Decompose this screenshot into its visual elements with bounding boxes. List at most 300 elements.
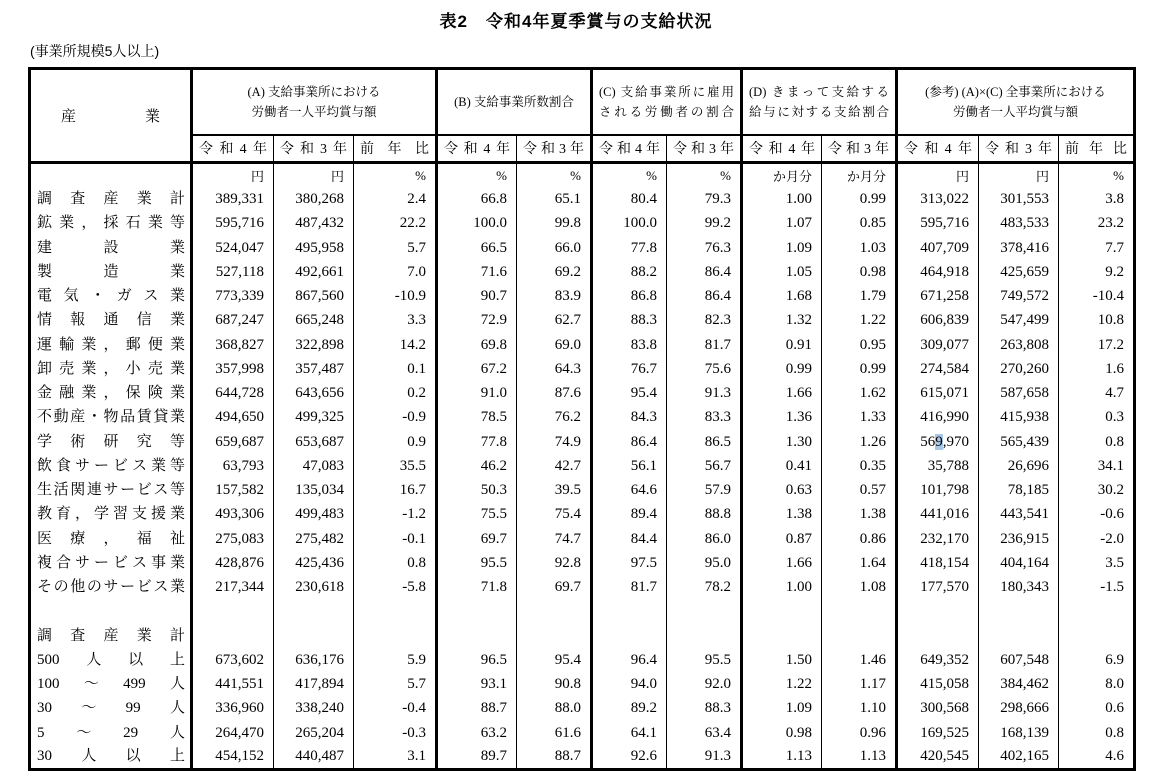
value-cell: 1.09 (742, 697, 822, 721)
value-cell: 78.2 (667, 576, 742, 600)
value-cell: 64.1 (592, 721, 667, 745)
value-cell: 492,661 (274, 260, 354, 284)
value-cell (592, 624, 667, 648)
col-header-cell: 令和4年 (742, 135, 822, 163)
value-cell: 75.6 (667, 357, 742, 381)
industry-cell: 調査産業計 (37, 191, 185, 208)
industry-cell: 医療，福祉 (37, 530, 185, 547)
value-cell (192, 600, 274, 624)
value-cell: 425,659 (979, 260, 1059, 284)
table-subtitle: (事業所規模5人以上) (30, 43, 160, 59)
value-cell: 636,176 (274, 648, 354, 672)
value-cell: 95.4 (517, 648, 592, 672)
table-row (30, 721, 1135, 745)
value-cell: 1.08 (822, 576, 897, 600)
value-cell: -0.3 (354, 721, 437, 745)
value-cell: 7.7 (1059, 236, 1135, 260)
value-cell: 66.5 (437, 236, 517, 260)
value-cell: 42.7 (517, 454, 592, 478)
value-cell: 615,071 (897, 382, 979, 406)
value-cell: 69.8 (437, 333, 517, 357)
value-cell: 63,793 (192, 454, 274, 478)
col-header-cell: 令和3年 (274, 135, 354, 163)
value-cell: 50.3 (437, 479, 517, 503)
value-cell: 420,545 (897, 745, 979, 769)
value-cell (592, 600, 667, 624)
value-cell: 0.41 (742, 454, 822, 478)
value-cell: 100.0 (437, 212, 517, 236)
unit-spacer-cell (30, 163, 192, 188)
value-cell: 643,656 (274, 382, 354, 406)
value-cell: 86.4 (592, 430, 667, 454)
value-cell: -10.9 (354, 285, 437, 309)
value-cell: 86.8 (592, 285, 667, 309)
value-cell: 88.0 (517, 697, 592, 721)
value-cell: 77.8 (592, 236, 667, 260)
value-cell: 380,268 (274, 188, 354, 212)
value-cell: 5.7 (354, 236, 437, 260)
value-cell: 77.8 (437, 430, 517, 454)
value-cell: 35,788 (897, 454, 979, 478)
value-cell: 404,164 (979, 551, 1059, 575)
value-cell (822, 600, 897, 624)
value-cell: 56.7 (667, 454, 742, 478)
value-cell: 1.30 (742, 430, 822, 454)
value-cell: 83.9 (517, 285, 592, 309)
value-cell: 74.7 (517, 527, 592, 551)
value-cell: 83.8 (592, 333, 667, 357)
industry-cell (30, 600, 192, 624)
value-cell: 91.3 (667, 382, 742, 406)
value-cell: 81.7 (667, 333, 742, 357)
value-cell: 1.64 (822, 551, 897, 575)
value-cell: 57.9 (667, 479, 742, 503)
value-cell: 265,204 (274, 721, 354, 745)
value-cell: 88.3 (667, 697, 742, 721)
value-cell: 595,716 (897, 212, 979, 236)
group-header-A (192, 69, 437, 135)
value-cell: 569,970 (897, 430, 979, 454)
group-header-line: 給与に対する支給割合 (749, 104, 889, 119)
unit-cell: % (354, 163, 437, 188)
value-cell: 95.4 (592, 382, 667, 406)
industry-cell: その他のサービス業 (37, 579, 185, 596)
value-cell: 1.79 (822, 285, 897, 309)
col-header-cell: 令和3年 (979, 135, 1059, 163)
value-cell: 9.2 (1059, 260, 1135, 284)
value-cell: 61.6 (517, 721, 592, 745)
value-cell: 30.2 (1059, 479, 1135, 503)
value-cell (274, 600, 354, 624)
value-cell: 95.5 (437, 551, 517, 575)
value-cell: 0.98 (742, 721, 822, 745)
value-cell (897, 624, 979, 648)
table-row (30, 745, 1135, 769)
value-cell: 10.8 (1059, 309, 1135, 333)
value-cell: 71.8 (437, 576, 517, 600)
value-cell (1059, 624, 1135, 648)
value-cell: 1.05 (742, 260, 822, 284)
value-cell: 14.2 (354, 333, 437, 357)
value-cell: 84.3 (592, 406, 667, 430)
value-cell: -5.8 (354, 576, 437, 600)
value-cell: 336,960 (192, 697, 274, 721)
value-cell: 56.1 (592, 454, 667, 478)
value-cell: 64.6 (592, 479, 667, 503)
industry-cell: 建設業 (37, 239, 185, 256)
value-cell: 0.96 (822, 721, 897, 745)
value-cell: 441,551 (192, 673, 274, 697)
value-cell: 671,258 (897, 285, 979, 309)
value-cell (742, 624, 822, 648)
value-cell: 499,483 (274, 503, 354, 527)
value-cell: 100.0 (592, 212, 667, 236)
value-cell (667, 624, 742, 648)
value-cell: 357,487 (274, 357, 354, 381)
value-cell: 66.8 (437, 188, 517, 212)
value-cell: 0.2 (354, 382, 437, 406)
value-cell: 606,839 (897, 309, 979, 333)
value-cell (437, 600, 517, 624)
value-cell: 275,083 (192, 527, 274, 551)
unit-cell: % (517, 163, 592, 188)
industry-cell: 30～99人 (37, 700, 185, 717)
value-cell: 418,154 (897, 551, 979, 575)
value-cell: 653,687 (274, 430, 354, 454)
value-cell: 69.7 (517, 576, 592, 600)
value-cell: 1.09 (742, 236, 822, 260)
col-header-cell: 令和4年 (437, 135, 517, 163)
value-cell (979, 600, 1059, 624)
value-cell: 87.6 (517, 382, 592, 406)
value-cell: 1.38 (822, 503, 897, 527)
value-cell: 270,260 (979, 357, 1059, 381)
value-cell: 71.6 (437, 260, 517, 284)
industry-cell: 情報通信業 (37, 312, 185, 329)
col-header-cell: 令和3年 (822, 135, 897, 163)
value-cell: 63.2 (437, 721, 517, 745)
table-row (30, 188, 1135, 212)
value-cell: 443,541 (979, 503, 1059, 527)
table-row (30, 600, 1135, 624)
value-cell (667, 600, 742, 624)
value-cell: 76.7 (592, 357, 667, 381)
value-cell: 63.4 (667, 721, 742, 745)
value-cell: 773,339 (192, 285, 274, 309)
bonus-table (28, 67, 1136, 771)
value-cell: 92.8 (517, 551, 592, 575)
value-cell: 169,525 (897, 721, 979, 745)
value-cell: 749,572 (979, 285, 1059, 309)
value-cell: 76.3 (667, 236, 742, 260)
value-cell: 39.5 (517, 479, 592, 503)
value-cell: 79.3 (667, 188, 742, 212)
value-cell: 1.62 (822, 382, 897, 406)
value-cell: 3.5 (1059, 551, 1135, 575)
value-cell (517, 624, 592, 648)
value-cell: 665,248 (274, 309, 354, 333)
value-cell: 527,118 (192, 260, 274, 284)
value-cell: 0.3 (1059, 406, 1135, 430)
value-cell: 1.13 (822, 745, 897, 769)
value-cell: 5.9 (354, 648, 437, 672)
table-row (30, 503, 1135, 527)
value-cell: 384,462 (979, 673, 1059, 697)
industry-cell: 教育，学習支援業 (37, 506, 185, 523)
industry-cell: 100～499人 (37, 676, 185, 693)
col-header-cell: 令和3年 (517, 135, 592, 163)
value-cell: 78.5 (437, 406, 517, 430)
unit-cell: か月分 (822, 163, 897, 188)
value-cell (354, 624, 437, 648)
group-header-line: 労働者一人平均賞与額 (952, 104, 1078, 119)
value-cell: -0.1 (354, 527, 437, 551)
value-cell: 524,047 (192, 236, 274, 260)
value-cell: 547,499 (979, 309, 1059, 333)
group-header-ref (897, 69, 1135, 135)
industry-cell: 不動産・物品賃貸業 (37, 409, 185, 426)
value-cell: 1.66 (742, 382, 822, 406)
value-cell: 0.63 (742, 479, 822, 503)
value-cell: 91.0 (437, 382, 517, 406)
value-cell: 2.4 (354, 188, 437, 212)
value-cell: 1.36 (742, 406, 822, 430)
value-cell: 101,798 (897, 479, 979, 503)
table-row (30, 648, 1135, 672)
value-cell: 687,247 (192, 309, 274, 333)
col-header-cell: 令和4年 (897, 135, 979, 163)
group-header-line: 労働者一人平均賞与額 (251, 104, 377, 119)
value-cell: 90.7 (437, 285, 517, 309)
table-row (30, 260, 1135, 284)
value-cell: 440,487 (274, 745, 354, 769)
group-header-line: される労働者の割合 (599, 104, 734, 119)
value-cell: 454,152 (192, 745, 274, 769)
industry-cell: 学術研究等 (37, 433, 185, 450)
value-cell: 441,016 (897, 503, 979, 527)
value-cell: 217,344 (192, 576, 274, 600)
value-cell: 88.7 (437, 697, 517, 721)
value-cell: 338,240 (274, 697, 354, 721)
value-cell: 415,058 (897, 673, 979, 697)
value-cell: 0.6 (1059, 697, 1135, 721)
value-cell: 3.1 (354, 745, 437, 769)
group-header-line: (B) 支給事業所数割合 (454, 94, 574, 109)
industry-cell: 卸売業，小売業 (37, 360, 185, 377)
table-row (30, 430, 1135, 454)
table-body (30, 163, 1135, 770)
value-cell: 96.5 (437, 648, 517, 672)
industry-cell: 製造業 (37, 263, 185, 280)
value-cell: 1.66 (742, 551, 822, 575)
group-header-line: (C) 支給事業所に雇用 (599, 84, 734, 99)
value-cell: 301,553 (979, 188, 1059, 212)
value-cell: 313,022 (897, 188, 979, 212)
industry-cell: 生活関連サービス等 (37, 482, 185, 499)
table-row (30, 212, 1135, 236)
industry-cell: 電気・ガス業 (37, 288, 185, 305)
value-cell: 76.2 (517, 406, 592, 430)
value-cell: 1.33 (822, 406, 897, 430)
value-cell: 0.86 (822, 527, 897, 551)
value-cell: 64.3 (517, 357, 592, 381)
value-cell: 494,650 (192, 406, 274, 430)
value-cell (897, 600, 979, 624)
unit-cell: 円 (979, 163, 1059, 188)
col-header-cell: 前年比 (354, 135, 437, 163)
value-cell: -10.4 (1059, 285, 1135, 309)
industry-cell: 運輸業，郵便業 (37, 336, 185, 353)
value-cell: 86.4 (667, 285, 742, 309)
col-header-cell: 令和3年 (667, 135, 742, 163)
value-cell: 0.9 (354, 430, 437, 454)
value-cell: 89.2 (592, 697, 667, 721)
value-cell: 4.7 (1059, 382, 1135, 406)
value-cell: 16.7 (354, 479, 437, 503)
value-cell: 867,560 (274, 285, 354, 309)
value-cell: 5.7 (354, 673, 437, 697)
value-cell: 35.5 (354, 454, 437, 478)
col-header-cell: 令和4年 (592, 135, 667, 163)
value-cell: 99.8 (517, 212, 592, 236)
value-cell: 72.9 (437, 309, 517, 333)
value-cell: 34.1 (1059, 454, 1135, 478)
table-row (30, 357, 1135, 381)
table-row (30, 285, 1135, 309)
value-cell: 415,938 (979, 406, 1059, 430)
industry-cell: 500人以上 (37, 651, 185, 668)
value-cell: 1.10 (822, 697, 897, 721)
value-cell: -1.2 (354, 503, 437, 527)
value-cell: 483,533 (979, 212, 1059, 236)
value-cell: 389,331 (192, 188, 274, 212)
value-cell: 649,352 (897, 648, 979, 672)
value-cell: 180,343 (979, 576, 1059, 600)
value-cell: 1.38 (742, 503, 822, 527)
value-cell: 75.5 (437, 503, 517, 527)
value-cell: 275,482 (274, 527, 354, 551)
value-cell: 69.2 (517, 260, 592, 284)
selection-highlight: 9 (935, 433, 943, 450)
value-cell: 1.6 (1059, 357, 1135, 381)
industry-header-cell: 産業 (61, 109, 160, 125)
value-cell: 88.2 (592, 260, 667, 284)
value-cell: 1.17 (822, 673, 897, 697)
value-cell: -0.9 (354, 406, 437, 430)
group-header-line: (D) きまって支給する (749, 84, 889, 99)
industry-cell: 金融業，保険業 (37, 385, 185, 402)
unit-cell: % (437, 163, 517, 188)
value-cell: 407,709 (897, 236, 979, 260)
value-cell: 75.4 (517, 503, 592, 527)
industry-cell: 複合サービス事業 (37, 554, 185, 571)
value-cell: 89.7 (437, 745, 517, 769)
value-cell: 4.6 (1059, 745, 1135, 769)
value-cell: 80.4 (592, 188, 667, 212)
value-cell: 565,439 (979, 430, 1059, 454)
value-cell: 607,548 (979, 648, 1059, 672)
value-cell: 96.4 (592, 648, 667, 672)
value-cell: 1.00 (742, 188, 822, 212)
value-cell: 7.0 (354, 260, 437, 284)
table-row (30, 527, 1135, 551)
value-cell: 0.57 (822, 479, 897, 503)
value-cell: 357,998 (192, 357, 274, 381)
unit-cell: 円 (897, 163, 979, 188)
unit-cell: % (667, 163, 742, 188)
table-row (30, 454, 1135, 478)
table-row (30, 333, 1135, 357)
value-cell: 0.99 (742, 357, 822, 381)
value-cell: 263,808 (979, 333, 1059, 357)
value-cell: 0.98 (822, 260, 897, 284)
value-cell: 81.7 (592, 576, 667, 600)
group-header-C (592, 69, 742, 135)
value-cell: 659,687 (192, 430, 274, 454)
value-cell (822, 624, 897, 648)
value-cell: 17.2 (1059, 333, 1135, 357)
value-cell: 0.91 (742, 333, 822, 357)
value-cell: 644,728 (192, 382, 274, 406)
unit-cell: 円 (274, 163, 354, 188)
value-cell: 499,325 (274, 406, 354, 430)
group-header-line: (参考) (A)×(C) 全事業所における (925, 84, 1106, 99)
value-cell: 300,568 (897, 697, 979, 721)
table-row (30, 624, 1135, 648)
value-cell (192, 624, 274, 648)
industry-cell: 30人以上 (37, 748, 185, 765)
value-cell: 322,898 (274, 333, 354, 357)
value-cell: 93.1 (437, 673, 517, 697)
industry-cell: 飲食サービス業等 (37, 457, 185, 474)
value-cell: 88.8 (667, 503, 742, 527)
value-cell: 23.2 (1059, 212, 1135, 236)
value-cell: 86.0 (667, 527, 742, 551)
unit-cell: % (592, 163, 667, 188)
value-cell: 67.2 (437, 357, 517, 381)
value-cell: 416,990 (897, 406, 979, 430)
value-cell: 95.5 (667, 648, 742, 672)
value-cell: 22.2 (354, 212, 437, 236)
value-cell: 88.3 (592, 309, 667, 333)
value-cell: 298,666 (979, 697, 1059, 721)
value-cell: 168,139 (979, 721, 1059, 745)
value-cell: 309,077 (897, 333, 979, 357)
value-cell (354, 600, 437, 624)
unit-cell: 円 (192, 163, 274, 188)
value-cell: -1.5 (1059, 576, 1135, 600)
value-cell: 92.6 (592, 745, 667, 769)
value-cell: 264,470 (192, 721, 274, 745)
value-cell: 428,876 (192, 551, 274, 575)
value-cell: 493,306 (192, 503, 274, 527)
value-cell: 0.85 (822, 212, 897, 236)
table-row (30, 576, 1135, 600)
table-row (30, 551, 1135, 575)
value-cell: 0.8 (1059, 430, 1135, 454)
value-cell (742, 600, 822, 624)
value-cell: 0.87 (742, 527, 822, 551)
value-cell: 1.26 (822, 430, 897, 454)
value-cell: 69.0 (517, 333, 592, 357)
value-cell: 78,185 (979, 479, 1059, 503)
value-cell: 1.46 (822, 648, 897, 672)
group-header-line: (A) 支給事業所における (247, 84, 381, 99)
value-cell: 378,416 (979, 236, 1059, 260)
value-cell: 90.8 (517, 673, 592, 697)
value-cell: -2.0 (1059, 527, 1135, 551)
group-header-D (742, 69, 897, 135)
